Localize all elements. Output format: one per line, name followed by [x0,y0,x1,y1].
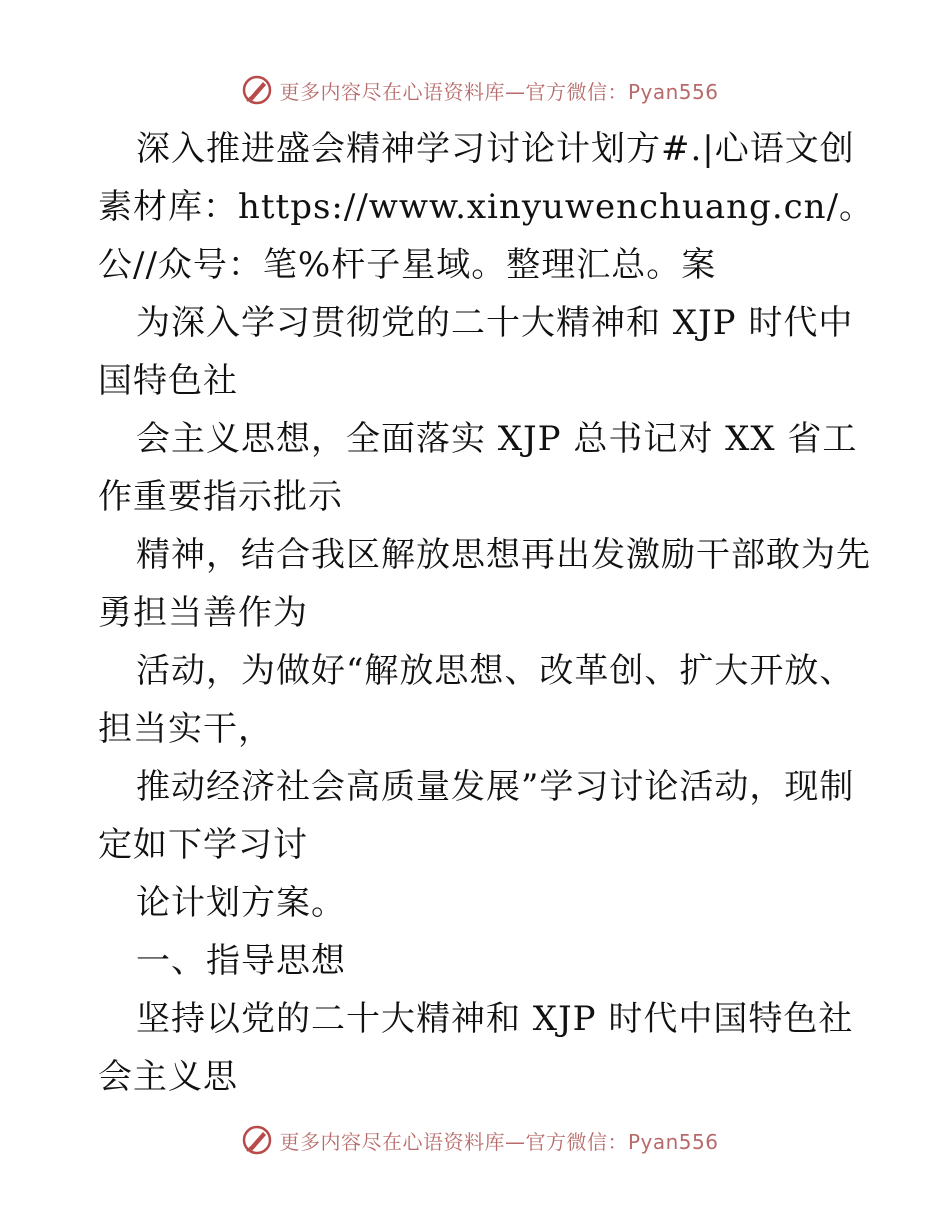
document-body [98,120,875,1106]
paragraph-line: 担当实干， [98,709,273,749]
paragraph-line: 推动经济社会高质量发展”学习讨论活动，现制 [136,767,855,807]
paragraph-line: 深入推进盛会精神学习讨论计划方#.|心语文创 [136,129,855,169]
paragraph-line: 素材库：https://www.xinyuwenchuang.cn/。 [98,187,875,227]
paragraph-line: 精神，结合我区解放思想再出发激励干部敢为先 [136,535,871,575]
paragraph-line: 定如下学习讨 [98,825,308,865]
paragraph-line: 勇担当善作为 [98,593,308,633]
paragraph-line: 公//众号：笔%杆子星域。整理汇总。案 [98,245,717,285]
paragraph-line: 会主义思 [98,1057,238,1097]
banner-inner [241,1124,718,1156]
header-banner [0,70,950,110]
paragraph-line: 国特色社 [98,361,238,401]
paragraph-line: 活动，为做好“解放思想、改革创、扩大开放、 [136,651,855,691]
footer-banner [0,1120,950,1160]
banner-text: 更多内容尽在心语资料库—官方微信：Pyan556 [279,1129,719,1154]
quill-logo-icon [241,1124,273,1156]
paragraph-line: 作重要指示批示 [98,477,343,517]
banner-inner [241,74,718,106]
paragraph-line: 为深入学习贯彻党的二十大精神和 XJP 时代中 [136,303,854,343]
paragraph-line: 论计划方案。 [136,883,346,923]
paragraph-line: 坚持以党的二十大精神和 XJP 时代中国特色社 [136,999,854,1039]
quill-logo-icon [241,74,273,106]
banner-text: 更多内容尽在心语资料库—官方微信：Pyan556 [279,79,719,104]
section-heading: 一、指导思想 [136,941,346,981]
paragraph-line: 会主义思想，全面落实 XJP 总书记对 XX 省工 [136,419,858,459]
